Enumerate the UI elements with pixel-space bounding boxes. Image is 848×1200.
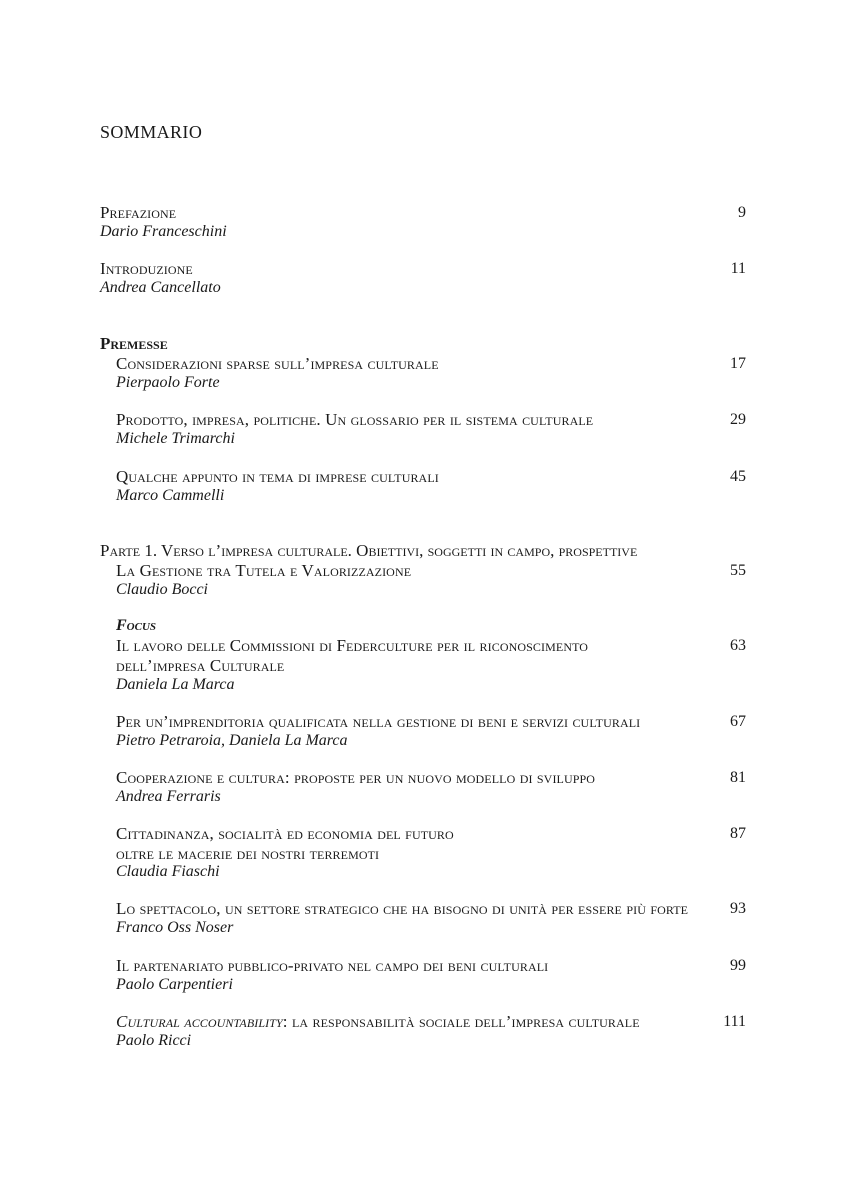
toc-entry-author: Marco Cammelli <box>116 487 225 504</box>
toc-entry-author: Dario Franceschini <box>100 223 227 240</box>
toc-entry-title[interactable]: Cooperazione e cultura: proposte per un nuovo modello di sviluppo <box>116 768 596 787</box>
toc-entry-title[interactable]: Cittadinanza, socialità ed economia del futuro <box>116 824 454 843</box>
toc-page-number: 55 <box>730 562 746 579</box>
toc-page-number: 81 <box>730 769 746 786</box>
toc-entry-author: Andrea Cancellato <box>100 279 221 296</box>
toc-entry-title[interactable]: Il lavoro delle Commissioni di Federculture per il riconoscimento <box>116 636 589 655</box>
toc-entry-title[interactable]: Prefazione <box>100 203 177 222</box>
toc-entry-title[interactable]: Introduzione <box>100 259 193 278</box>
toc-entry-author: Paolo Carpentieri <box>116 976 233 993</box>
toc-entry-author: Michele Trimarchi <box>116 430 235 447</box>
toc-entry-title[interactable]: Prodotto, impresa, politiche. Un glossario per il sistema culturale <box>116 410 594 429</box>
toc-page-number: 111 <box>723 1013 746 1030</box>
toc-entry-title[interactable]: La Gestione tra Tutela e Valorizzazione <box>116 561 412 580</box>
section-heading-premesse: Premesse <box>100 334 168 353</box>
toc-entry-title-rest: : la responsabilità sociale dell’impresa culturale <box>282 1012 640 1031</box>
toc-entry-author: Pietro Petraroia, Daniela La Marca <box>116 732 348 749</box>
toc-entry-title[interactable]: Considerazioni sparse sull’impresa culturale <box>116 354 439 373</box>
toc-entry-title[interactable]: Il partenariato pubblico-privato nel campo dei beni culturali <box>116 956 549 975</box>
page-title: SOMMARIO <box>100 122 203 142</box>
focus-label: Focus <box>116 617 157 634</box>
toc-page-number: 45 <box>730 468 746 485</box>
toc-entry-title[interactable]: Per un’imprenditoria qualificata nella gestione di beni e servizi culturali <box>116 712 641 731</box>
toc-entry-author: Daniela La Marca <box>116 676 235 693</box>
toc-page-number: 63 <box>730 637 746 654</box>
toc-entry-author: Andrea Ferraris <box>116 788 221 805</box>
toc-page-number: 87 <box>730 825 746 842</box>
toc-page-number: 9 <box>738 204 746 221</box>
toc-entry-title-italic: Cultural accountability <box>116 1012 283 1031</box>
toc-entry-title[interactable]: Lo spettacolo, un settore strategico che ha bisogno di unità per essere più forte <box>116 899 689 918</box>
toc-page-number: 93 <box>730 900 746 917</box>
toc-page-number: 11 <box>730 260 746 277</box>
toc-entry-title[interactable]: Qualche appunto in tema di imprese culturali <box>116 467 439 486</box>
toc-entry-title-continued[interactable]: oltre le macerie dei nostri terremoti <box>116 844 380 863</box>
toc-entry-author: Claudio Bocci <box>116 581 208 598</box>
toc-page-number: 99 <box>730 957 746 974</box>
toc-entry-title[interactable] <box>116 1011 640 1032</box>
toc-entry-title-continued[interactable]: dell’impresa Culturale <box>116 656 285 675</box>
toc-entry-author: Claudia Fiaschi <box>116 863 220 880</box>
toc-page-number: 29 <box>730 411 746 428</box>
toc-page-number: 17 <box>730 355 746 372</box>
toc-entry-author: Paolo Ricci <box>116 1032 192 1049</box>
toc-entry-author: Pierpaolo Forte <box>116 374 220 391</box>
toc-page-number: 67 <box>730 713 746 730</box>
section-heading-parte-1: Parte 1. Verso l’impresa culturale. Obiettivi, soggetti in campo, prospettive <box>100 541 638 560</box>
toc-entry-author: Franco Oss Noser <box>116 919 234 936</box>
